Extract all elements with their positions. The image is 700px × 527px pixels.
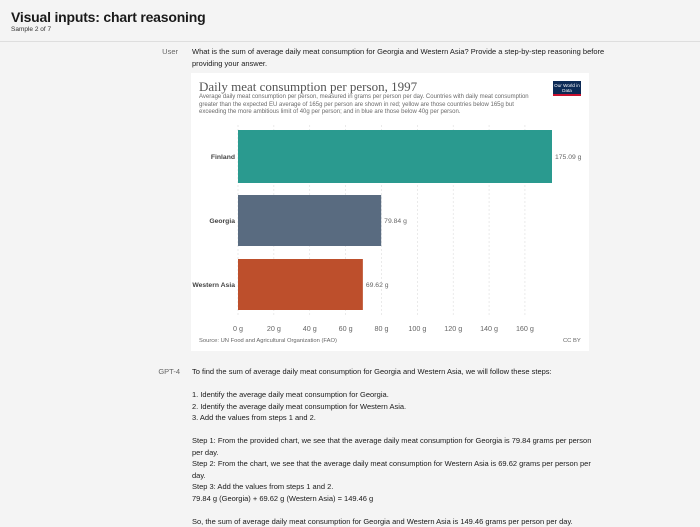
x-tick-label: 140 g: [480, 324, 499, 333]
chart-card: [191, 73, 589, 351]
x-tick-label: 120 g: [444, 324, 463, 333]
chart-license: CC BY: [563, 338, 581, 344]
bar-chart: [191, 73, 589, 351]
x-tick-label: 160 g: [515, 324, 534, 333]
bar-finland: [238, 130, 552, 183]
category-label: Georgia: [209, 218, 235, 225]
page-title: Visual inputs: chart reasoning: [11, 9, 206, 25]
page-subtitle: Sample 2 of 7: [11, 26, 52, 33]
user-role-label: User: [162, 47, 178, 56]
category-label: Western Asia: [192, 282, 235, 289]
x-tick-label: 0 g: [233, 324, 243, 333]
answer-step: 2. Identify the average daily meat consumption for Western Asia.: [192, 401, 407, 411]
x-tick-label: 40 g: [302, 324, 317, 333]
category-label: Finland: [210, 154, 235, 161]
value-label: 175.09 g: [555, 154, 582, 161]
answer-step: 1. Identify the average daily meat consumption for Georgia.: [192, 390, 389, 399]
user-prompt: What is the sum of average daily meat consumption for Georgia and Western Asia? Provide a step-by-step reasoning before providing your answer.: [192, 47, 605, 68]
chart-subtitle: Average daily meat consumption per person, measured in grams per person per day. Countries with daily meat consumption greater than the expected EU average of 165g per person are shown in red; yellow are those countries below 165g but exceeding the more ambitious limit of 40g per person; and in blue are those below 40g per person.: [199, 94, 529, 116]
x-tick-label: 60 g: [338, 324, 353, 333]
answer-step-detail: Step 1: From the provided chart, we see that the average daily meat consumption for Georgia is 79.84 grams per person per day.: [192, 436, 592, 457]
value-label: 69.62 g: [365, 282, 389, 289]
answer-step-detail: Step 2: From the chart, we see that the average daily meat consumption for Western Asia is 69.62 grams per person per day.: [192, 459, 591, 480]
bar-western-asia: [238, 259, 363, 310]
x-tick-label: 100 g: [408, 324, 427, 333]
page-header: [0, 0, 700, 42]
answer-conclusion: So, the sum of average daily meat consumption for Georgia and Western Asia is 149.46 grams per person per day.: [192, 516, 573, 526]
chart-source: Source: UN Food and Agricultural Organization (FAO): [199, 338, 337, 344]
assistant-answer: [192, 366, 592, 527]
value-label: 79.84 g: [384, 218, 407, 225]
answer-step-detail: Step 3: Add the values from steps 1 and 2.: [192, 482, 334, 491]
chart-title: Daily meat consumption per person, 1997: [199, 79, 418, 94]
answer-intro: To find the sum of average daily meat consumption for Georgia and Western Asia, we will follow these steps:: [192, 367, 552, 376]
x-tick-label: 20 g: [266, 324, 281, 333]
x-tick-label: 80 g: [374, 324, 389, 333]
bar-georgia: [238, 195, 381, 246]
owid-logo: Our World in Data: [553, 81, 581, 96]
answer-step: 3. Add the values from steps 1 and 2.: [192, 413, 316, 422]
answer-step-detail: 79.84 g (Georgia) + 69.62 g (Western Asia) = 149.46 g: [192, 493, 374, 503]
assistant-role-label: GPT-4: [158, 367, 180, 376]
